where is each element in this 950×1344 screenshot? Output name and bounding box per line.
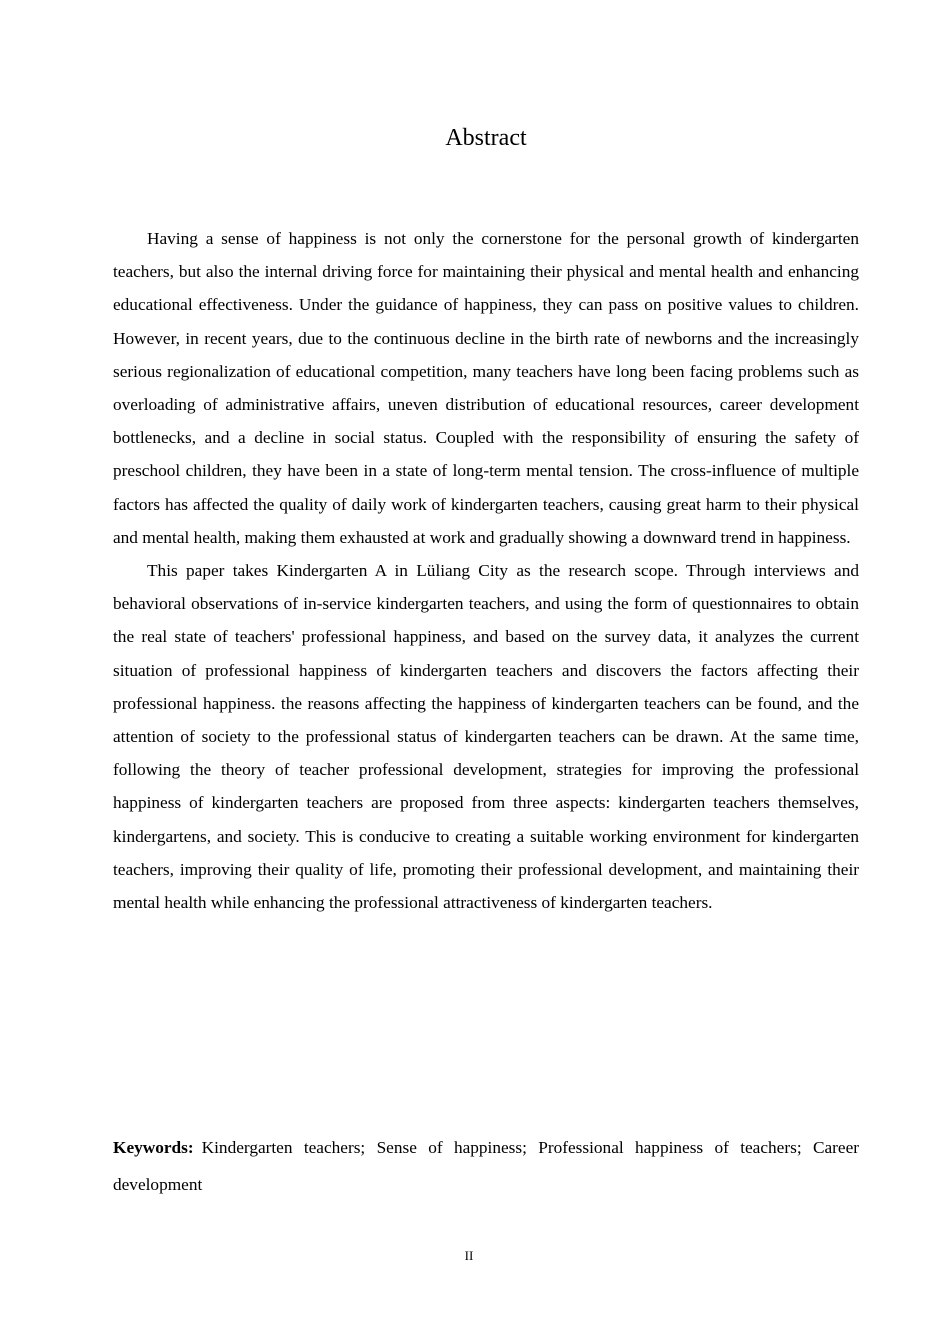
keywords-label: Keywords: [113, 1138, 194, 1157]
abstract-body [113, 222, 859, 919]
keywords-text: Kindergarten teachers; Sense of happiness; Professional happiness of teachers; Career development [113, 1138, 859, 1194]
abstract-paragraph-2: This paper takes Kindergarten A in Lüliang City as the research scope. Through interviews and behavioral observations of in-service kindergarten teachers, and using the form of questionnaires to obtain the real state of teachers' professional happiness, and based on the survey data, it analyzes the current situation of professional happiness of kindergarten teachers and discovers the factors affecting their professional happiness. the reasons affecting the happiness of kindergarten teachers can be found, and the attention of society to the professional status of kindergarten teachers can be drawn. At the same time, following the theory of teacher professional development, strategies for improving the professional happiness of kindergarten teachers are proposed from three aspects: kindergarten teachers themselves, kindergartens, and society. This is conducive to creating a suitable working environment for kindergarten teachers, improving their quality of life, promoting their professional development, and maintaining their mental health while enhancing the professional attractiveness of kindergarten teachers. [113, 561, 859, 913]
keywords-section [113, 1129, 859, 1203]
page-number: II [464, 1248, 474, 1263]
page-title: Abstract [445, 125, 527, 151]
abstract-paragraph-1: Having a sense of happiness is not only the cornerstone for the personal growth of kindergarten teachers, but also the internal driving force for maintaining their physical and mental health and enhancing educational effectiveness. Under the guidance of happiness, they can pass on positive values to children. However, in recent years, due to the continuous decline in the birth rate of newborns and the increasingly serious regionalization of educational competition, many teachers have long been facing problems such as overloading of administrative affairs, uneven distribution of educational resources, career development bottlenecks, and a decline in social status. Coupled with the responsibility of ensuring the safety of preschool children, they have been in a state of long-term mental tension. The cross-influence of multiple factors has affected the quality of daily work of kindergarten teachers, causing great harm to their physical and mental health, making them exhausted at work and gradually showing a downward trend in happiness. [113, 229, 859, 547]
